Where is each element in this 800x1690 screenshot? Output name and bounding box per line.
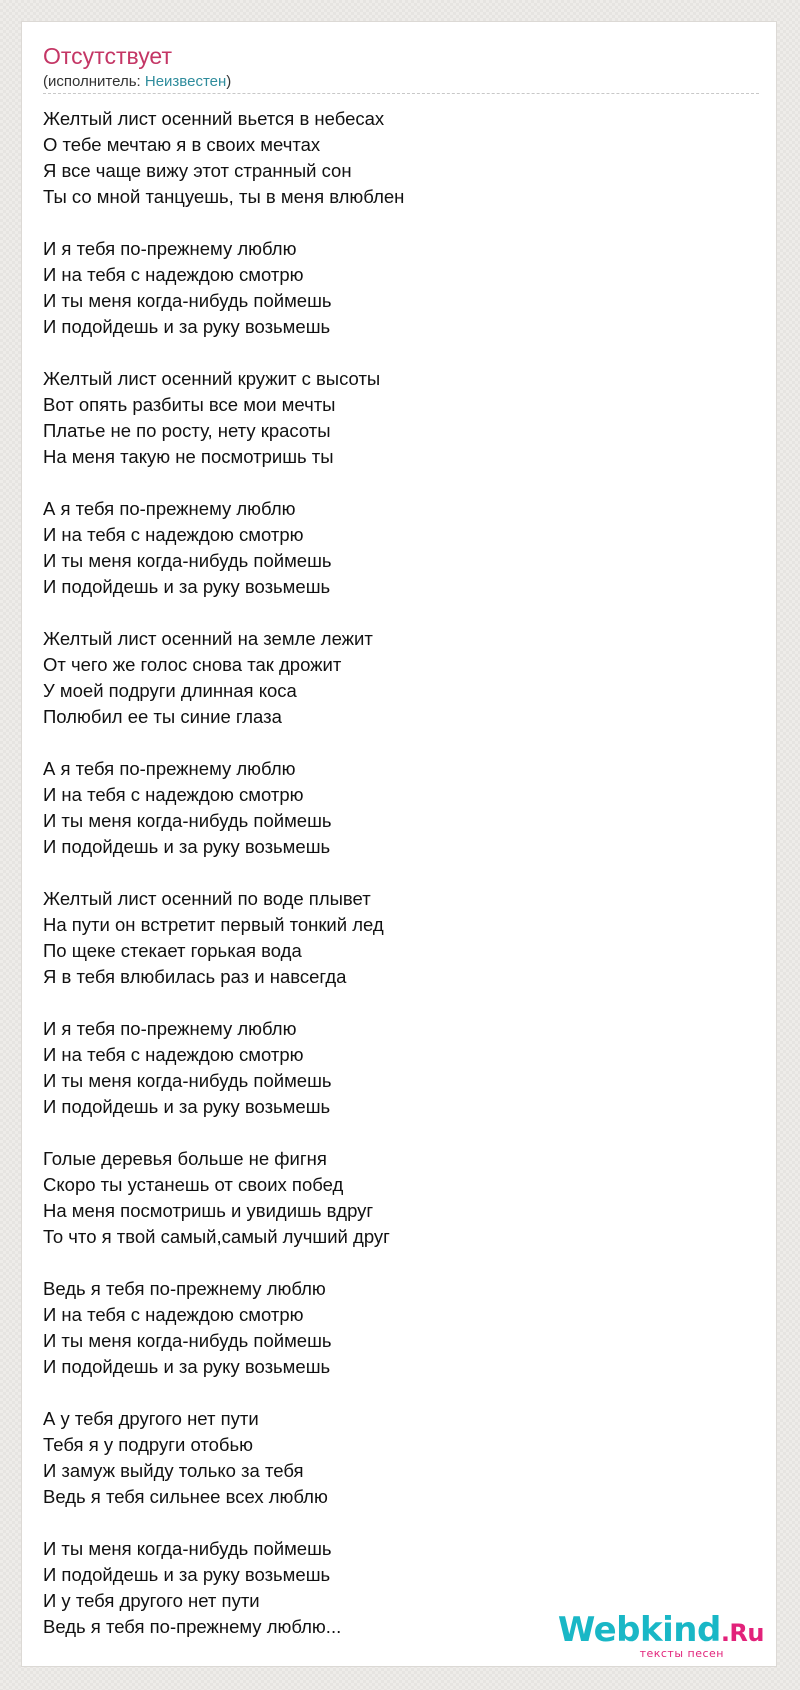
lyric-line: По щеке стекает горькая вода [43,940,302,961]
lyric-line: На меня такую не посмотришь ты [43,446,334,467]
lyric-line: И ты меня когда-нибудь поймешь [43,1070,332,1091]
logo-main-text: Webkind [557,1610,721,1650]
lyric-line: А у тебя другого нет пути [43,1408,259,1429]
song-title: Отсутствует [43,43,172,69]
lyric-line: Полюбил ее ты синие глаза [43,706,282,727]
lyric-line: Желтый лист осенний вьется в небесах [43,108,385,129]
lyric-line: Желтый лист осенний кружит с высоты [43,368,381,389]
lyric-line: Вот опять разбиты все мои мечты [43,394,336,415]
lyric-line: Ведь я тебя по-прежнему люблю... [43,1616,342,1637]
logo-tld-text: .Ru [720,1619,764,1647]
lyric-line: Ты со мной танцуешь, ты в меня влюблен [43,186,405,207]
stanza-gap [43,1120,404,1146]
stanza-gap [43,990,404,1016]
logo-wordmark [557,1610,764,1650]
lyric-line: И на тебя с надеждою смотрю [43,264,304,285]
lyric-line: От чего же голос снова так дрожит [43,654,342,675]
stanza-gap [43,600,404,626]
stanza-gap [43,860,404,886]
lyric-line: И на тебя с надеждою смотрю [43,1304,304,1325]
webkind-logo[interactable] [557,1610,764,1660]
stanza-gap [43,1510,404,1536]
lyric-line: И ты меня когда-нибудь поймешь [43,1330,332,1351]
stanza-gap [43,1250,404,1276]
header-divider [43,93,759,94]
stanza-gap [43,470,404,496]
lyric-line: Желтый лист осенний на земле лежит [43,628,373,649]
stanza-gap [43,210,404,236]
lyric-line: Тебя я у подруги отобью [43,1434,254,1455]
stanza-gap [43,1380,404,1406]
lyric-line: И подойдешь и за руку возьмешь [43,576,331,597]
lyric-line: То что я твой самый,самый лучший друг [43,1226,390,1247]
performer-prefix: (исполнитель: [43,73,145,90]
lyric-line: И подойдешь и за руку возьмешь [43,1356,331,1377]
lyrics-text [43,106,404,1640]
lyric-line: Скоро ты устанешь от своих побед [43,1174,344,1195]
lyric-line: И ты меня когда-нибудь поймешь [43,290,332,311]
lyric-line: И ты меня когда-нибудь поймешь [43,550,332,571]
lyrics-card [21,21,777,1667]
lyric-line: И подойдешь и за руку возьмешь [43,836,331,857]
lyric-line: И у тебя другого нет пути [43,1590,260,1611]
lyric-line: Платье не по росту, нету красоты [43,420,331,441]
performer-line [43,73,231,91]
lyric-line: На пути он встретит первый тонкий лед [43,914,384,935]
lyric-line: И ты меня когда-нибудь поймешь [43,1538,332,1559]
lyric-line: И я тебя по-прежнему люблю [43,238,297,259]
lyric-line: А я тебя по-прежнему люблю [43,758,296,779]
lyric-line: И на тебя с надеждою смотрю [43,784,304,805]
stanza-gap [43,340,404,366]
lyric-line: У моей подруги длинная коса [43,680,297,701]
lyric-line: И ты меня когда-нибудь поймешь [43,810,332,831]
lyric-line: И замуж выйду только за тебя [43,1460,304,1481]
lyric-line: И подойдешь и за руку возьмешь [43,316,331,337]
stanza-gap [43,730,404,756]
performer-suffix: ) [226,73,232,90]
lyric-line: О тебе мечтаю я в своих мечтах [43,134,321,155]
lyric-line: И подойдешь и за руку возьмешь [43,1096,331,1117]
performer-link[interactable]: Неизвестен [144,73,227,90]
lyric-line: Ведь я тебя сильнее всех люблю [43,1486,328,1507]
lyric-line: Голые деревья больше не фигня [43,1148,327,1169]
lyric-line: Желтый лист осенний по воде плывет [43,888,371,909]
lyric-line: И я тебя по-прежнему люблю [43,1018,297,1039]
lyric-line: И на тебя с надеждою смотрю [43,1044,304,1065]
lyric-line: И на тебя с надеждою смотрю [43,524,304,545]
lyric-line: А я тебя по-прежнему люблю [43,498,296,519]
logo-tagline: тексты песен [639,1647,724,1660]
lyric-line: И подойдешь и за руку возьмешь [43,1564,331,1585]
lyric-line: Я в тебя влюбилась раз и навсегда [43,966,347,987]
lyric-line: На меня посмотришь и увидишь вдруг [43,1200,374,1221]
lyric-line: Я все чаще вижу этот странный сон [43,160,352,181]
lyric-line: Ведь я тебя по-прежнему люблю [43,1278,326,1299]
